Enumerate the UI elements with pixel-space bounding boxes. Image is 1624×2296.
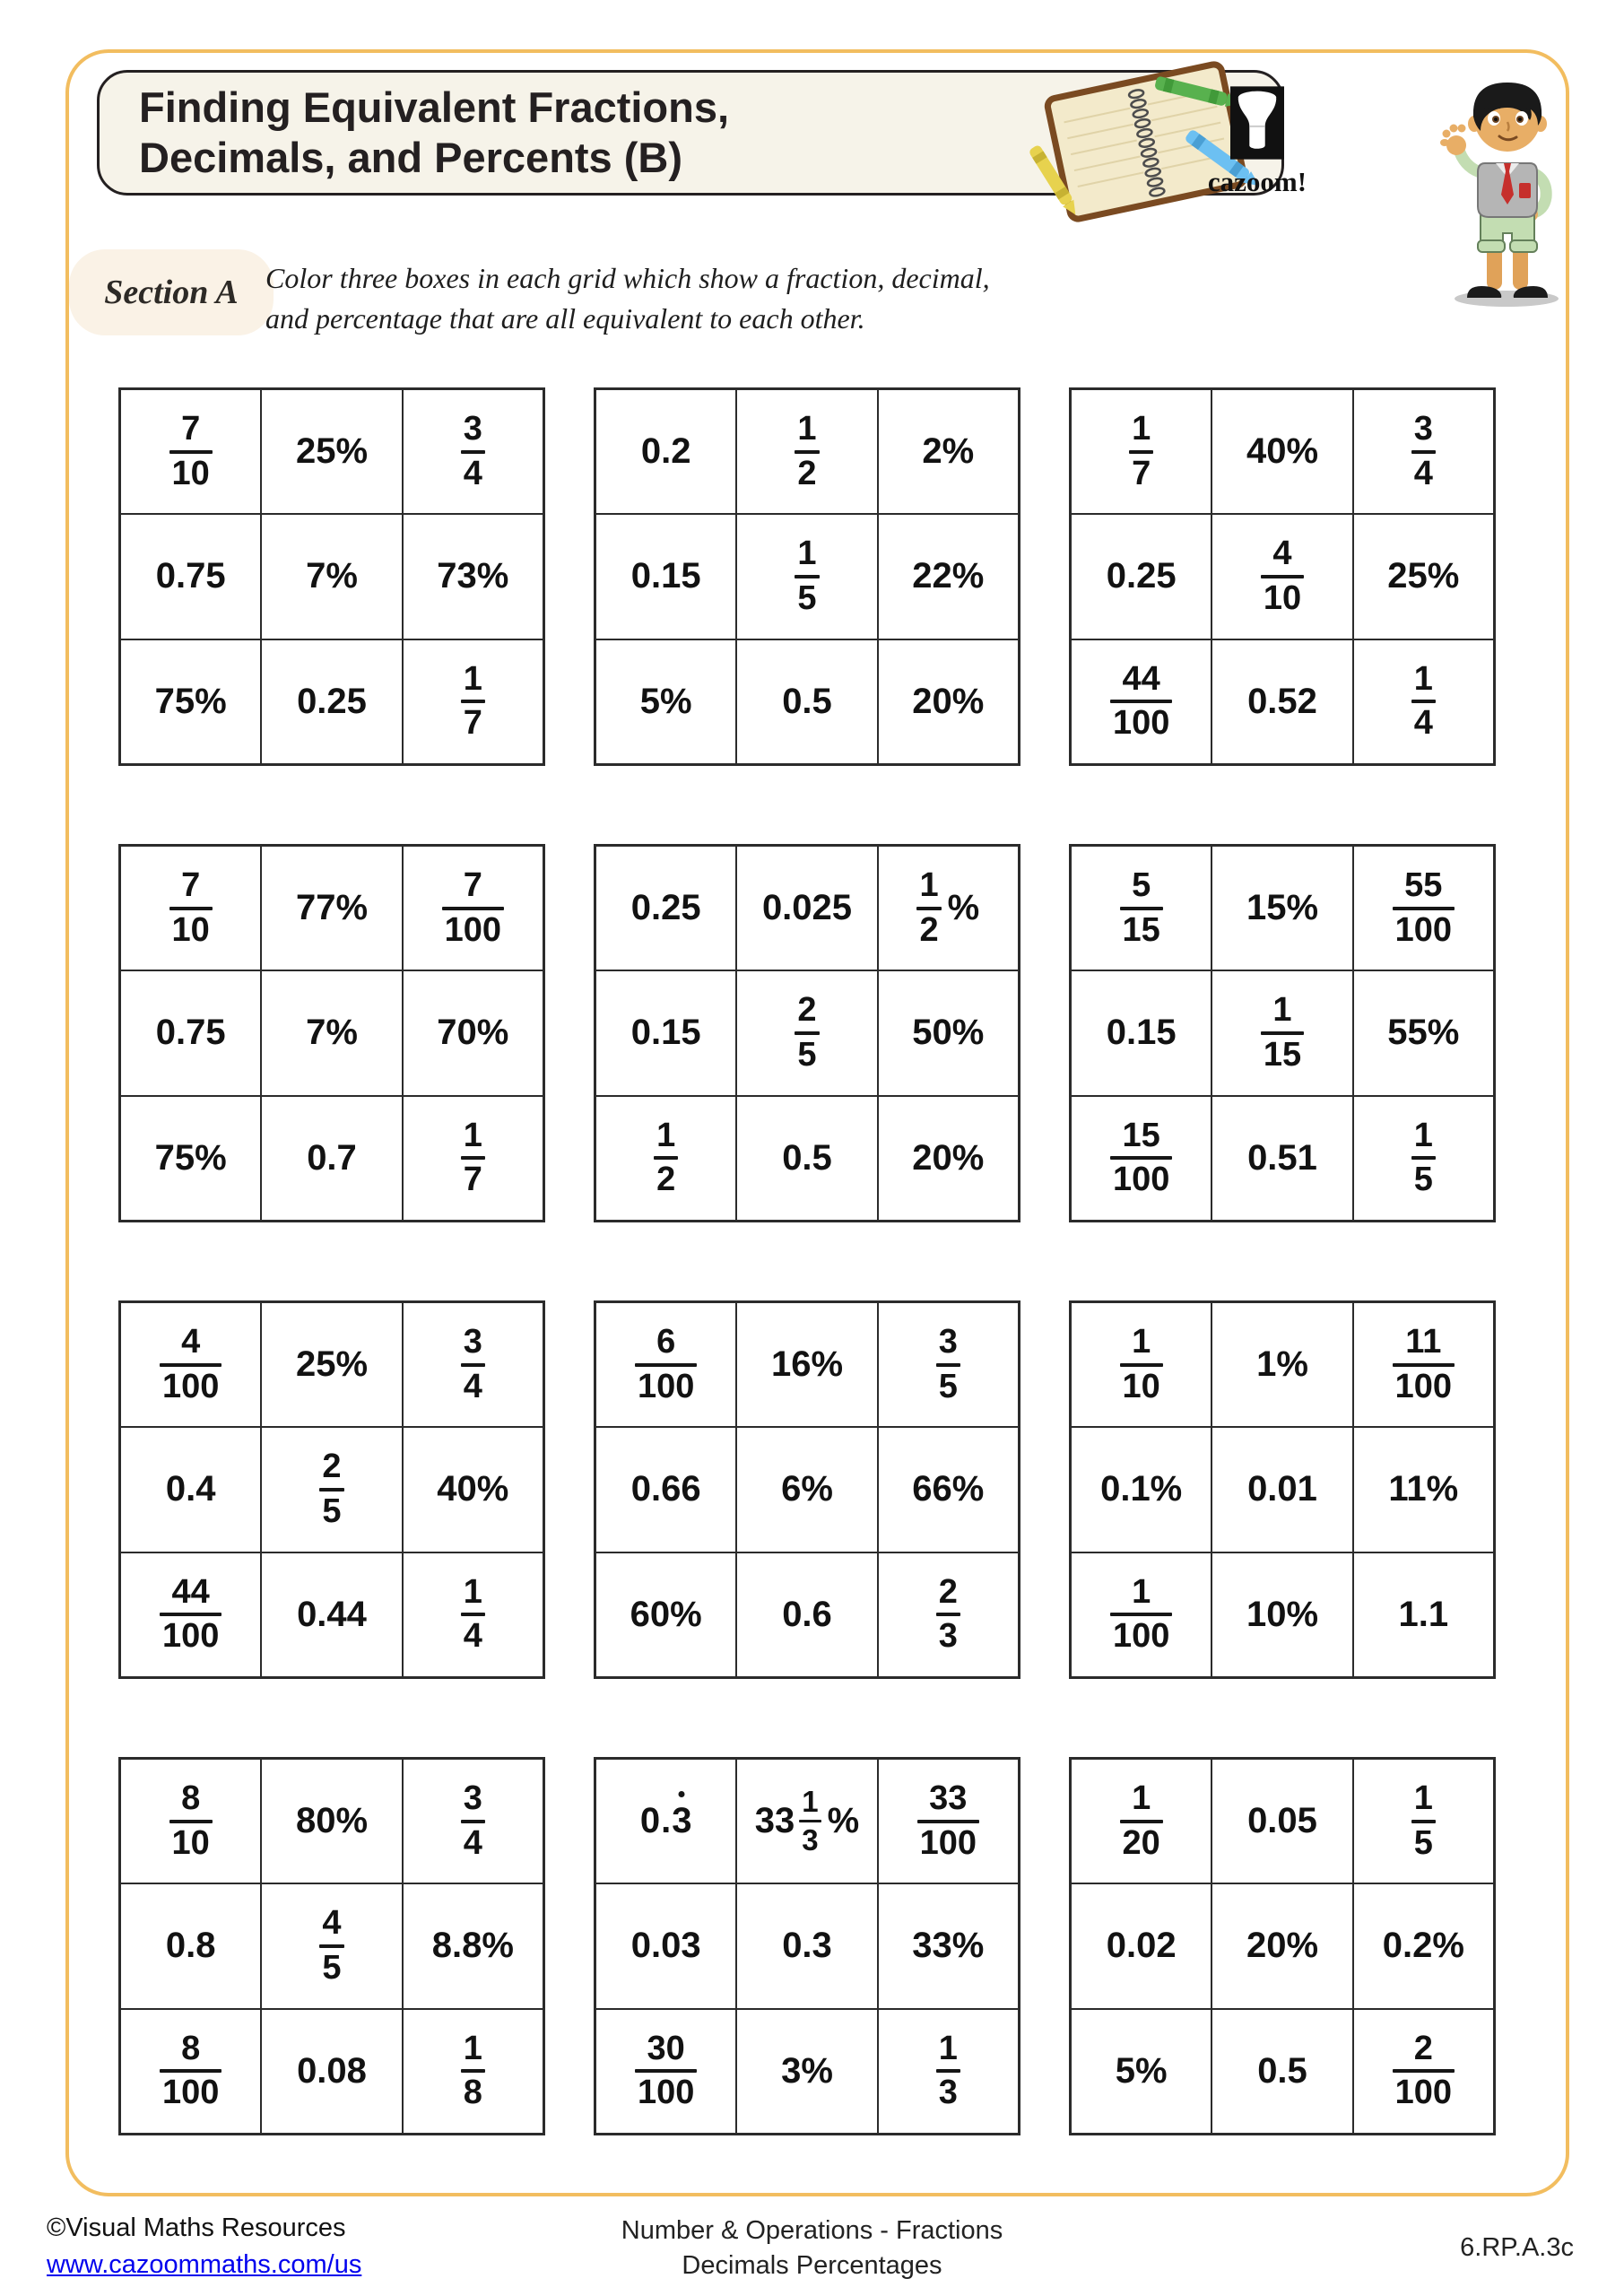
equivalence-grid-10 (118, 1757, 545, 2135)
value-fraction (936, 1572, 960, 1656)
value-text: 77% (295, 888, 369, 928)
value-text: 0.02 (1106, 1926, 1177, 1966)
fraction: $\frac{33}{100}$ (917, 1781, 979, 1861)
grid-cell[interactable] (878, 1302, 1019, 1427)
grid-cell[interactable] (1071, 970, 1211, 1095)
value-text: 0.5 (782, 1137, 832, 1178)
grid-cell[interactable] (878, 514, 1019, 639)
fraction: $\frac{1}{2}$ (795, 412, 819, 491)
value-fraction (1120, 868, 1163, 948)
grid-cell[interactable] (595, 1759, 736, 1883)
value-fraction (160, 1572, 221, 1656)
grid-cell[interactable] (1211, 1302, 1352, 1427)
instruction-line1: Color three boxes in each grid which show a fraction, decimal, (265, 262, 990, 294)
fraction: $\frac{3}{4}$ (461, 1781, 485, 1861)
grid-cell[interactable] (403, 514, 543, 639)
grid-cell[interactable] (403, 1302, 543, 1427)
grid-cell[interactable] (878, 1552, 1019, 1677)
value-fraction (1393, 868, 1455, 948)
grid-cell[interactable] (1071, 1552, 1211, 1677)
grid-cell[interactable] (1353, 1552, 1494, 1677)
value-fraction (1411, 412, 1436, 491)
grid-cell[interactable] (1071, 514, 1211, 639)
grid-cell[interactable] (403, 1427, 543, 1552)
value-text: 22% (912, 556, 985, 596)
value-text: 20% (912, 681, 985, 721)
grid-cell[interactable] (595, 846, 736, 970)
value-text: 40% (437, 1469, 509, 1509)
grid-cell[interactable] (120, 970, 261, 1095)
grid-cell[interactable] (403, 1883, 543, 2008)
grid-cell[interactable] (1353, 514, 1494, 639)
grid-cell[interactable] (736, 970, 877, 1095)
value-text: 7% (306, 1013, 358, 1053)
value-fraction (461, 659, 485, 743)
fraction: $\frac{1}{15}$ (1261, 993, 1304, 1073)
equivalence-grid-2 (594, 387, 1020, 766)
grid-cell[interactable] (120, 1302, 261, 1427)
grid-cell[interactable] (261, 1883, 402, 2008)
value-fraction (319, 1449, 343, 1529)
fraction: $\frac{2}{5}$ (795, 993, 819, 1073)
fraction: $\frac{3}{4}$ (1411, 412, 1436, 491)
fraction: $\frac{1}{5}$ (1411, 1781, 1436, 1861)
value-fraction (169, 412, 213, 491)
value-fraction (654, 1118, 678, 1198)
grid-cell[interactable] (595, 639, 736, 764)
value-text: 7% (306, 556, 358, 596)
grid-cell[interactable] (261, 514, 402, 639)
grid-cell[interactable] (1071, 1427, 1211, 1552)
value-text: 73% (437, 556, 509, 596)
value-text: 8.8% (431, 1926, 514, 1966)
grid-cell[interactable] (1353, 1096, 1494, 1221)
value-fraction (1393, 2031, 1455, 2111)
grid-cell[interactable] (595, 1096, 736, 1221)
grid-cell[interactable] (1353, 1759, 1494, 1883)
value-fraction (795, 993, 819, 1073)
fraction: $\frac{4}{5}$ (319, 1906, 343, 1986)
value-text: 10% (1246, 1594, 1319, 1634)
grid-cell[interactable] (261, 1096, 402, 1221)
value-fraction (635, 1325, 697, 1405)
standard-code: 6.RP.A.3c (1460, 2233, 1574, 2262)
value-fraction (1110, 659, 1172, 743)
grid-cell[interactable] (261, 639, 402, 764)
value-text: 0.75 (155, 556, 226, 596)
value-fraction (169, 868, 213, 948)
equivalence-grid-9 (1069, 1300, 1496, 1679)
value-text: 0.3 (782, 1926, 832, 1966)
grid-cell[interactable] (736, 1552, 877, 1677)
grids-container (118, 387, 1496, 2135)
grid-cell[interactable] (1211, 846, 1352, 970)
page-title-line2: Decimals, and Percents (B) (139, 134, 682, 181)
value-fraction (635, 2031, 697, 2111)
value-fraction (461, 1325, 485, 1405)
value-fraction (1129, 412, 1153, 491)
fraction: $\frac{1}{4}$ (461, 1575, 485, 1655)
footer-center (621, 2213, 1003, 2283)
fraction: $\frac{1}{5}$ (795, 536, 819, 616)
grid-cell[interactable] (736, 514, 877, 639)
grid-cell[interactable] (1211, 2009, 1352, 2134)
fraction: $\frac{1}{7}$ (461, 662, 485, 742)
grid-cell[interactable] (878, 1427, 1019, 1552)
value-text: 0.51 (1247, 1137, 1317, 1178)
grid-cell[interactable] (1353, 2009, 1494, 2134)
value-text: 0.025 (761, 888, 853, 928)
equivalence-grid-11 (594, 1757, 1020, 2135)
value-text: 0.75 (155, 1013, 226, 1053)
value-fraction (442, 868, 504, 948)
grid-cell[interactable] (595, 1552, 736, 1677)
equivalence-grid-8 (594, 1300, 1020, 1679)
fraction: $\frac{44}{100}$ (1110, 662, 1172, 742)
fraction: $\frac{1}{3}$ (936, 2031, 960, 2111)
fraction: $\frac{44}{100}$ (160, 1575, 221, 1655)
waving-boy-icon (1415, 59, 1594, 310)
value-text: 6% (781, 1469, 833, 1509)
grid-cell[interactable] (403, 970, 543, 1095)
grid-cell[interactable] (261, 970, 402, 1095)
value-text: 50% (912, 1013, 985, 1053)
grid-cell[interactable] (736, 1883, 877, 2008)
value-fraction (795, 536, 819, 616)
grid-cell[interactable] (261, 1302, 402, 1427)
grid-cell[interactable] (1211, 1427, 1352, 1552)
value-text: 0.52 (1247, 681, 1317, 721)
footer-left (47, 2213, 361, 2280)
grid-cell[interactable] (1353, 1883, 1494, 2008)
grid-cell[interactable] (595, 514, 736, 639)
value-text: 0.15 (630, 556, 701, 596)
grid-cell[interactable] (878, 1883, 1019, 2008)
footer-topic-line2: Decimals Percentages (682, 2251, 942, 2280)
grid-cell[interactable] (1071, 2009, 1211, 2134)
equivalence-grid-4 (118, 844, 545, 1222)
value-fraction (1411, 1781, 1436, 1861)
value-text: 60% (630, 1594, 702, 1634)
value-text: 1.1 (1398, 1594, 1449, 1634)
boy-mascot (1415, 59, 1594, 310)
grid-cell[interactable] (878, 846, 1019, 970)
fraction: $\frac{6}{100}$ (635, 1325, 697, 1405)
value-text: 66% (912, 1469, 985, 1509)
grid-cell[interactable] (403, 1759, 543, 1883)
equivalence-grid-7 (118, 1300, 545, 1679)
grid-cell[interactable] (1211, 1759, 1352, 1883)
fraction: $\frac{1}{20}$ (1120, 1781, 1163, 1861)
grid-cell[interactable] (736, 1096, 877, 1221)
cazoom-drum-icon (1230, 86, 1284, 160)
value-text: 0.44 (297, 1594, 367, 1634)
value-fraction (461, 2031, 485, 2111)
value-text: 5% (1115, 2050, 1168, 2091)
fraction: $\frac{55}{100}$ (1393, 868, 1455, 948)
equivalence-grid-12 (1069, 1757, 1496, 2135)
grid-cell[interactable] (595, 1302, 736, 1427)
fraction: $\frac{1}{2}$ (654, 1118, 678, 1198)
grid-cell[interactable] (261, 1427, 402, 1552)
value-fraction (1261, 993, 1304, 1073)
fraction: $\frac{1}{10}$ (1120, 1325, 1163, 1405)
grid-cell[interactable] (120, 389, 261, 514)
grid-cell[interactable] (595, 2009, 736, 2134)
grid-cell[interactable] (1353, 389, 1494, 514)
fraction: $\frac{1}{7}$ (461, 1118, 485, 1198)
grid-cell[interactable] (1071, 1759, 1211, 1883)
value-fraction (1411, 1118, 1436, 1198)
fraction: $\frac{30}{100}$ (635, 2031, 697, 2111)
value-text: 0.8 (165, 1926, 216, 1966)
value-fraction (936, 2031, 960, 2111)
grid-cell[interactable] (1071, 389, 1211, 514)
cazoom-logo (1177, 86, 1338, 203)
grid-cell[interactable] (1353, 1427, 1494, 1552)
grid-cell[interactable] (736, 389, 877, 514)
fraction: $\frac{5}{15}$ (1120, 868, 1163, 948)
grid-cell[interactable] (120, 1552, 261, 1677)
value-text: 0.7 (307, 1137, 357, 1178)
grid-cell[interactable] (1211, 970, 1352, 1095)
value-fraction (1120, 1781, 1163, 1861)
fraction: $\frac{2}{3}$ (936, 1575, 960, 1655)
value-text: 0.6 (782, 1594, 832, 1634)
equivalence-grid-5 (594, 844, 1020, 1222)
grid-cell[interactable] (261, 389, 402, 514)
grid-cell[interactable] (403, 1552, 543, 1677)
grid-cell[interactable] (1071, 1302, 1211, 1427)
fraction: $\frac{7}{100}$ (442, 868, 504, 948)
value-text: 0.15 (1106, 1013, 1177, 1053)
grid-cell[interactable] (595, 970, 736, 1095)
fraction: $\frac{11}{100}$ (1393, 1325, 1455, 1405)
value-text: 0.2 (640, 431, 691, 472)
fraction: $\frac{4}{10}$ (1261, 536, 1304, 616)
grid-cell[interactable] (595, 1883, 736, 2008)
grid-cell[interactable] (736, 1302, 877, 1427)
grid-cell[interactable] (1211, 1883, 1352, 2008)
value-text: 80% (295, 1801, 369, 1841)
value-fraction (319, 1906, 343, 1986)
value-text: 0.25 (1106, 556, 1177, 596)
grid-cell[interactable] (1211, 1552, 1352, 1677)
fraction: $\frac{8}{10}$ (169, 1781, 213, 1861)
grid-cell[interactable] (878, 2009, 1019, 2134)
grid-cell[interactable] (1353, 970, 1494, 1095)
value-text: 16% (770, 1344, 844, 1385)
section-a-label (69, 249, 274, 335)
grid-cell[interactable] (120, 1427, 261, 1552)
value-fraction (169, 1781, 213, 1861)
value-fraction (461, 412, 485, 491)
instructions (265, 258, 1073, 339)
value-text: 0.1% (1100, 1469, 1183, 1509)
grid-cell[interactable] (1071, 1883, 1211, 2008)
footer-topic-line1: Number & Operations - Fractions (621, 2216, 1003, 2245)
value-fraction (1393, 1325, 1455, 1405)
grid-cell[interactable] (595, 1427, 736, 1552)
value-text: 55% (1387, 1013, 1460, 1053)
grid-cell[interactable] (120, 1883, 261, 2008)
grid-cell[interactable] (1353, 846, 1494, 970)
value-text: 0.03 (630, 1926, 701, 1966)
value-fraction (1261, 536, 1304, 616)
grid-cell[interactable] (403, 1096, 543, 1221)
fraction: $\frac{1}{5}$ (1411, 1118, 1436, 1198)
page-title-line1: Finding Equivalent Fractions, (139, 83, 730, 131)
fraction: $\frac{8}{100}$ (160, 2031, 221, 2111)
grid-cell[interactable] (120, 514, 261, 639)
value-text: 0.25 (630, 888, 701, 928)
value-fraction (1411, 659, 1436, 743)
value-text: 25% (1387, 556, 1460, 596)
grid-cell[interactable] (403, 389, 543, 514)
fraction: $\frac{2}{5}$ (319, 1449, 343, 1529)
value-text: 0.08 (297, 2050, 367, 2091)
grid-cell[interactable] (1071, 846, 1211, 970)
value-fraction (1110, 1118, 1172, 1198)
value-text: 1% (1256, 1344, 1308, 1385)
value-fraction (461, 1572, 485, 1656)
grid-cell[interactable] (878, 1759, 1019, 1883)
grid-cell[interactable] (261, 846, 402, 970)
fraction: $\frac{1}{100}$ (1110, 1575, 1172, 1655)
value-text: 0.5 (782, 681, 832, 721)
fraction: $\frac{7}{10}$ (169, 868, 213, 948)
value-mixed-number-percent: 33 $\frac{1}{3}$ % (754, 1784, 860, 1857)
value-fraction (160, 1325, 221, 1405)
value-text: 0.01 (1247, 1469, 1317, 1509)
value-text: 0.5 (1257, 2050, 1307, 2091)
website-link[interactable]: www.cazoommaths.com/us (47, 2250, 362, 2279)
grid-cell[interactable] (1211, 514, 1352, 639)
value-text: 15% (1246, 888, 1319, 928)
grid-cell[interactable] (1071, 639, 1211, 764)
value-fraction (160, 2031, 221, 2111)
section-a-text: Section A (104, 274, 239, 311)
grid-cell[interactable] (736, 1427, 877, 1552)
grid-cell[interactable] (1211, 389, 1352, 514)
value-text: 75% (154, 681, 227, 721)
grid-cell[interactable] (403, 639, 543, 764)
grid-cell[interactable] (120, 639, 261, 764)
cazoom-logo-text: cazoom! (1207, 166, 1307, 197)
value-text: 11% (1388, 1469, 1459, 1509)
fraction: $\frac{15}{100}$ (1110, 1118, 1172, 1198)
value-fraction-percent: $\frac{1}{2}$ % (916, 868, 979, 948)
value-text: 20% (912, 1137, 985, 1178)
value-fraction (795, 412, 819, 491)
value-text: 0.66 (630, 1469, 701, 1509)
grid-cell[interactable] (120, 1096, 261, 1221)
value-text: 20% (1246, 1926, 1319, 1966)
value-text: 0.25 (297, 681, 367, 721)
value-text: 0.15 (630, 1013, 701, 1053)
fraction: $\frac{1}{2}$ (916, 868, 941, 948)
fraction: $\frac{3}{5}$ (936, 1325, 960, 1405)
grid-cell[interactable] (261, 1552, 402, 1677)
grid-cell[interactable] (878, 970, 1019, 1095)
value-fraction (936, 1325, 960, 1405)
value-text: 25% (295, 1344, 369, 1385)
value-fraction (461, 1781, 485, 1861)
copyright-text: ©Visual Maths Resources (47, 2213, 346, 2242)
equivalence-grid-6 (1069, 844, 1496, 1222)
value-fraction (1110, 1572, 1172, 1656)
value-fraction (1120, 1325, 1163, 1405)
value-text: 40% (1246, 431, 1319, 472)
value-text: 33% (912, 1926, 985, 1966)
fraction: $\frac{2}{100}$ (1393, 2031, 1455, 2111)
grid-cell[interactable] (120, 1759, 261, 1883)
fraction: $\frac{1}{4}$ (1411, 662, 1436, 742)
grid-cell[interactable] (403, 846, 543, 970)
value-text: 5% (639, 681, 692, 721)
fraction: $\frac{3}{4}$ (461, 1325, 485, 1405)
grid-cell[interactable] (736, 639, 877, 764)
grid-cell[interactable] (1071, 1096, 1211, 1221)
instruction-line2: and percentage that are all equivalent to each other. (265, 302, 865, 335)
fraction: $\frac{1}{8}$ (461, 2031, 485, 2111)
value-text: 75% (154, 1137, 227, 1178)
equivalence-grid-1 (118, 387, 545, 766)
grid-cell[interactable] (403, 2009, 543, 2134)
grid-cell[interactable] (878, 639, 1019, 764)
grid-cell[interactable] (1211, 639, 1352, 764)
fraction: $\frac{1}{3}$ (799, 1787, 821, 1857)
grid-cell[interactable] (1353, 639, 1494, 764)
value-fraction (917, 1781, 979, 1861)
grid-cell[interactable] (1211, 1096, 1352, 1221)
grid-cell[interactable] (261, 2009, 402, 2134)
grid-cell[interactable] (120, 2009, 261, 2134)
value-text: 0.4 (165, 1469, 216, 1509)
value-text: 0.05 (1247, 1801, 1317, 1841)
value-text: 3% (781, 2050, 833, 2091)
value-text: 2% (922, 431, 975, 472)
value-recurring-decimal: 0. 3 (639, 1801, 692, 1841)
fraction: $\frac{7}{10}$ (169, 412, 213, 491)
value-text: 70% (437, 1013, 509, 1053)
grid-cell[interactable] (736, 1759, 877, 1883)
value-text: 0.2% (1382, 1926, 1464, 1966)
fraction: $\frac{1}{7}$ (1129, 412, 1153, 491)
grid-cell[interactable] (878, 389, 1019, 514)
value-text: 25% (295, 431, 369, 472)
grid-cell[interactable] (1353, 1302, 1494, 1427)
grid-cell[interactable] (736, 846, 877, 970)
grid-cell[interactable] (261, 1759, 402, 1883)
grid-cell[interactable] (878, 1096, 1019, 1221)
equivalence-grid-3 (1069, 387, 1496, 766)
grid-cell[interactable] (736, 2009, 877, 2134)
fraction: $\frac{4}{100}$ (160, 1325, 221, 1405)
fraction: $\frac{3}{4}$ (461, 412, 485, 491)
grid-cell[interactable] (595, 389, 736, 514)
grid-cell[interactable] (120, 846, 261, 970)
value-fraction (461, 1118, 485, 1198)
